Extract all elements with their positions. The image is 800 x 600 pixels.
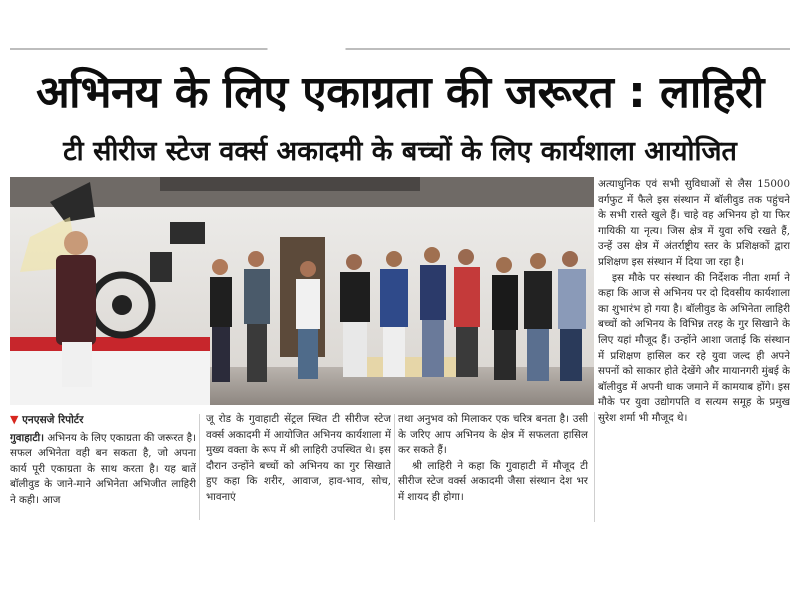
byline-text: एनएसजे रिपोर्टर xyxy=(22,414,84,426)
right-paragraph-2: इस मौके पर संस्थान की निर्देशक नीता शर्मा ने कहा कि आज से अभिनय पर दो दिवसीय कार्यशाला का शुभारंभ हो गया है। बॉलीवुड के अभिनेता लाहिरी बच्चों को अभिनय के विभिन्न तरह के गुर सिखाने के लिए यहां मौजूद हैं। उन्होंने आशा जताई कि संस्थान में प्रशिक्षण हासिल कर रहे युवा जल्द ही अपने सपनों को साकार होते देखेंगे और मायानगरी मुंबई के बॉलीवुड में अपनी धाक जमाने में कामयाब होंगे। इस मौके पर युवा उद्योगपति व सत्यम समूह के प्रमुख सुरेश शर्मा भी मौजूद थे। xyxy=(598,271,790,424)
column-divider xyxy=(594,412,595,522)
article-column-2 xyxy=(206,412,391,522)
column-3-paragraph-1: तथा अनुभव को मिलाकर एक चरित्र बनता है। उसी के जरिए आप अभिनय के क्षेत्र में सफलता हासिल कर सकते हैं। xyxy=(398,413,588,457)
column-divider xyxy=(199,414,200,520)
column-2-text: जू रोड के गुवाहाटी सेंट्रल स्थित टी सीरीज स्टेज वर्क्स अकादमी में आयोजित अभिनय कार्यशाला में मुख्य वक्ता के रूप में श्री लाहिरी उपस्थित थे। इस दौरान उन्होंने बच्चों को अभिनय का गुर सिखाते हुए कहा कि शरीर, आवाज, हाव-भाव, सोच, भावनाएं xyxy=(206,413,391,503)
column-3-paragraph-2: श्री लाहिरी ने कहा कि गुवाहाटी में मौजूद टी सीरीज स्टेज वर्क्स अकादमी जैसा संस्थान देश भर में शायद ही होगा। xyxy=(398,459,588,503)
dateline: गुवाहाटी। xyxy=(10,431,45,444)
column-1-text: अभिनय के लिए एकाग्रता की जरूरत है। सफल अभिनेता वही बन सकता है, जो अपना कार्य पूरी एकाग्रता के साथ करता है। यह बातें बॉलीवुड के जाने-माने अभिनेता अभिजीत लाहिरी ने कही। आज xyxy=(10,431,196,506)
subheadline: टी सीरीज स्टेज वर्क्स अकादमी के बच्चों के लिए कार्यशाला आयोजित xyxy=(63,136,737,167)
top-rule xyxy=(10,48,790,50)
article-photo xyxy=(10,177,594,405)
byline-marker-icon: ▼ xyxy=(10,413,19,426)
article-column-right xyxy=(598,177,790,522)
right-paragraph-1: अत्याधुनिक एवं सभी सुविधाओं से लैस 15000 वर्गफुट में फैले इस संस्थान में बॉलीवुड तक पहुंचने के सभी रास्ते खुले हैं। चाहे वह अभिनय हो या फिर गायिकी या नृत्य। जिस क्षेत्र में युवा रुचि रखते हैं, उन्हें उस क्षेत्र में अंतर्राष्ट्रीय स्तर के प्रशिक्षकों द्वारा प्रशिक्षण इस संस्थान में दिया जा रहा है। xyxy=(598,178,790,268)
article-column-3 xyxy=(398,412,588,522)
byline xyxy=(10,412,196,429)
headline: अभिनय के लिए एकाग्रता की जरूरत : लाहिरी xyxy=(36,67,764,118)
article-column-1 xyxy=(10,412,196,522)
column-divider xyxy=(394,414,395,520)
